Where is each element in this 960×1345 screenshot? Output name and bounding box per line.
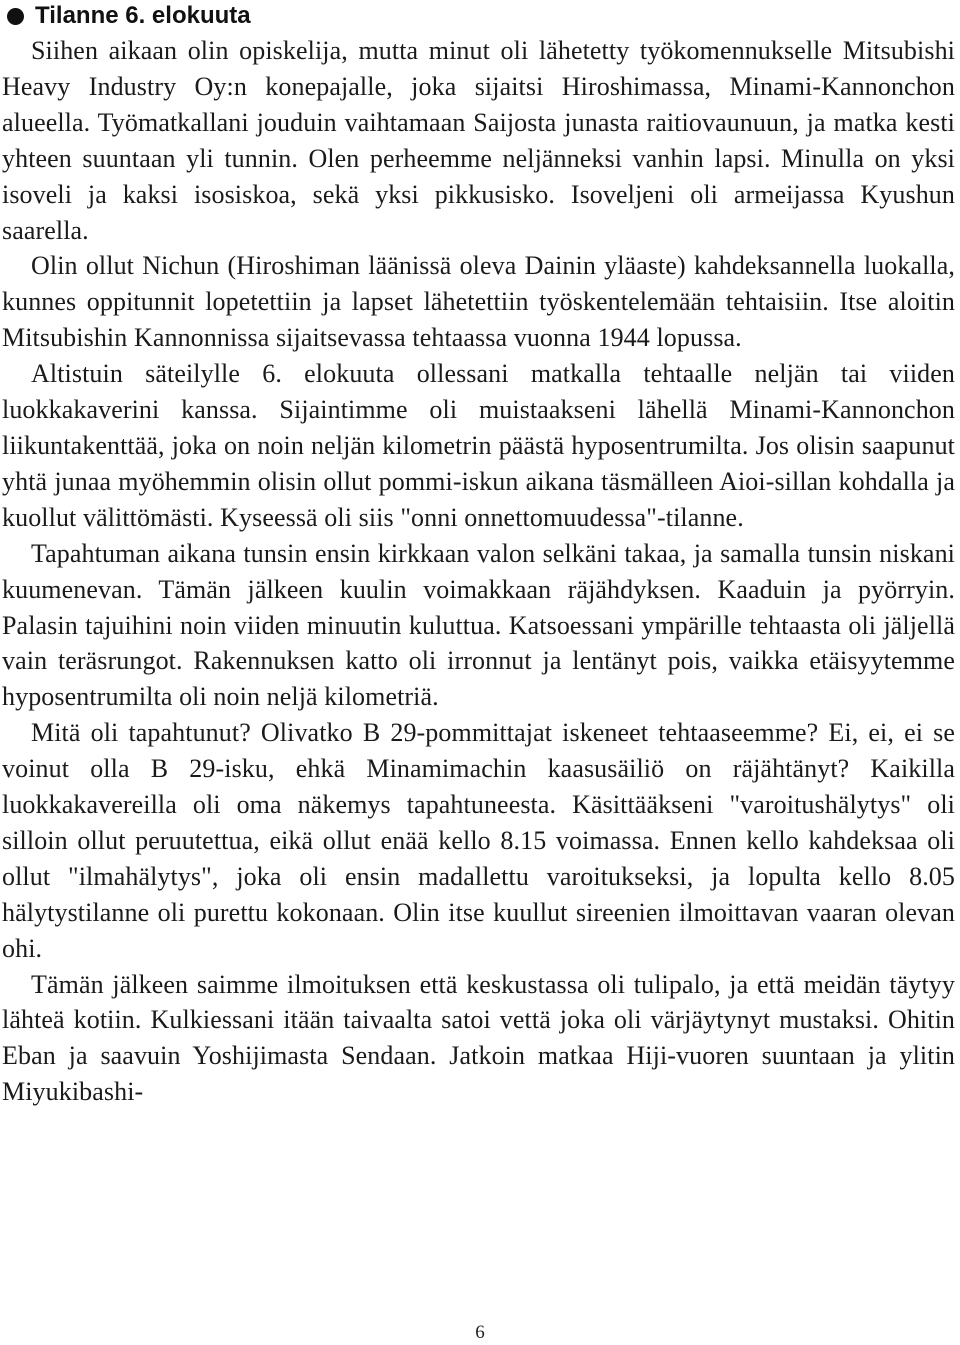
page-number: 6 [475,1322,485,1343]
section-heading-text: Tilanne 6. elokuuta [35,2,251,29]
paragraph-6: Tämän jälkeen saimme ilmoituksen että keskustassa oli tulipalo, ja että meidän täytyy lähteä kotiin. Kulkiessani itään taivaalta satoi vettä joka oli värjäytynyt mustaksi. Ohitin Eban ja saavuin Yoshijimasta Sendaan. Jatkoin matkaa Hiji-vuoren suuntaan ja ylitin Miyukibashi- [2,969,955,1107]
bullet-icon [7,8,24,25]
paragraph-2: Olin ollut Nichun (Hiroshiman läänissä oleva Dainin yläaste) kahdeksannella luokalla, kunnes oppitunnit lopetettiin ja lapset lähetettiin työskentelemään tehtaisiin. Itse aloitin Mitsubishin Kannonnissa sijaitsevassa tehtaassa vuonna 1944 lopussa. [2,251,955,353]
paragraph-1: Siihen aikaan olin opiskelija, mutta minut oli lähetetty työkomennukselle Mitsubishi Heavy Industry Oy:n konepajalle, joka sijaitsi Hiroshimassa, Minami-Kannonchon alueella. Työmatkallani jouduin vaihtamaan Saijosta junasta raitiovaunuun, ja matka kesti yhteen suuntaan yli tunnin. Olen perheemme neljänneksi vanhin lapsi. Minulla on yksi isoveli ja kaksi isosiskoa, sekä yksi pikkusisko. Isoveljeni oli armeijassa Kyushun saarella. [2,36,955,245]
section-heading [2,0,955,33]
document-page [2,0,955,1110]
paragraph-4: Tapahtuman aikana tunsin ensin kirkkaan valon selkäni takaa, ja samalla tunsin niskani kuumenevan. Tämän jälkeen kuulin voimakkaan räjähdyksen. Kaaduin ja pyörryin. Palasin tajuihini noin viiden minuutin kuluttua. Katsoessani ympärille tehtaasta oli jäljellä vain teräsrungot. Rakennuksen katto oli irronnut ja lentänyt pois, vaikka etäisyytemme hyposentrumilta oli noin neljä kilometriä. [2,538,955,712]
paragraph-3: Altistuin säteilylle 6. elokuuta ollessani matkalla tehtaalle neljän tai viiden luokkakaverini kanssa. Sijaintimme oli muistaakseni lähellä Minami-Kannonchon liikuntakenttää, joka on noin neljän kilometrin päästä hyposentrumilta. Jos olisin saapunut yhtä junaa myöhemmin olisin ollut pommi-iskun aikana täsmälleen Aioi-sillan kohdalla ja kuollut välittömästi. Kyseessä oli siis "onni onnettomuudessa"-tilanne. [2,359,955,532]
paragraph-5: Mitä oli tapahtunut? Olivatko B 29-pommittajat iskeneet tehtaaseemme? Ei, ei, ei se voinut olla B 29-isku, ehkä Minamimachin kaasusäiliö on räjähtänyt? Kaikilla luokkakavereilla oli oma näkemys tapahtuneesta. Käsittääkseni "varoitushälytys" oli silloin ollut peruutettua, eikä ollut enää kello 8.15 voimassa. Ennen kello kahdeksaa oli ollut "ilmahälytys", joka oli ensin madallettu varoitukseksi, ja lopulta kello 8.05 hälytystilanne oli purettu kokonaan. Olin itse kuullut sireenien ilmoittavan vaaran olevan ohi. [2,718,955,963]
